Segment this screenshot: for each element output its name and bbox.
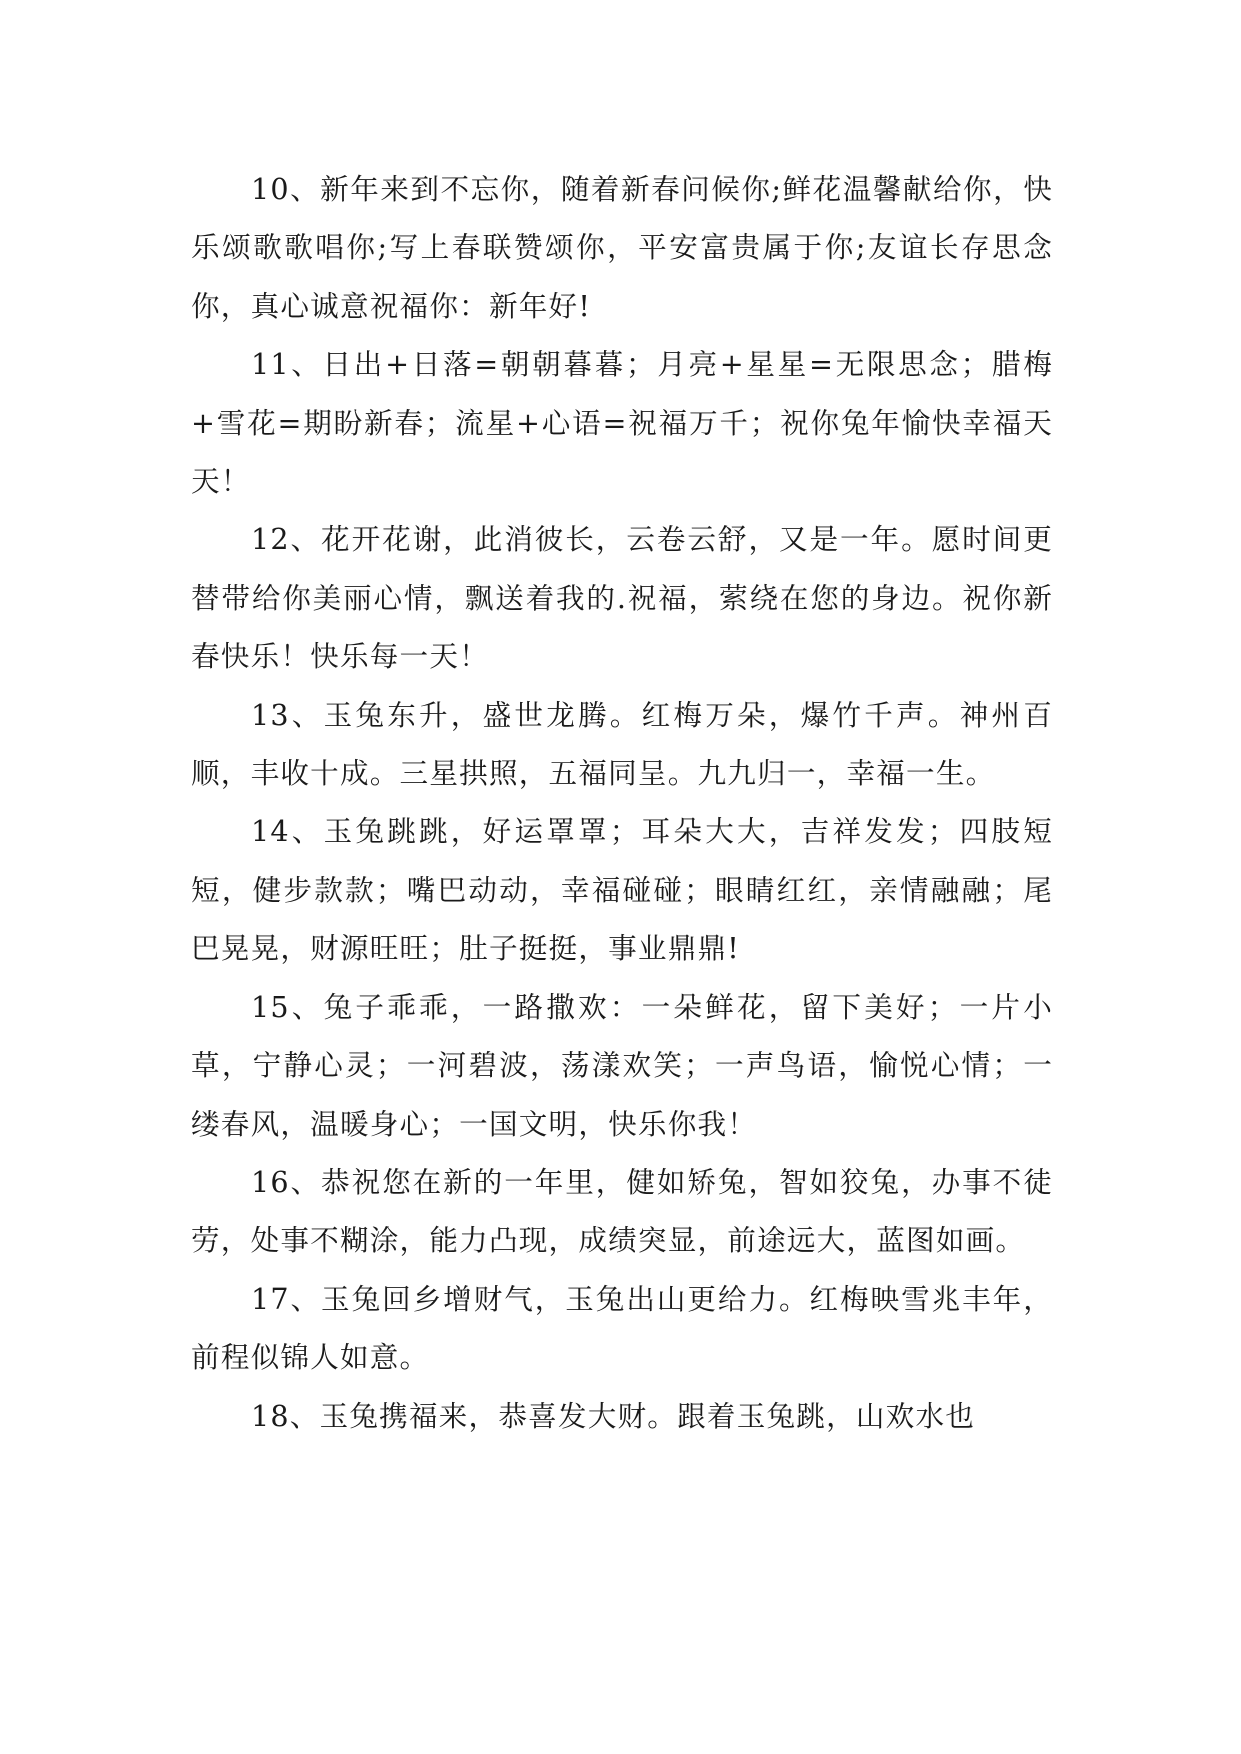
document-body [191,160,1053,1445]
paragraph-16: 16、恭祝您在新的一年里，健如矫兔，智如狡兔，办事不徒劳，处事不糊涂，能力凸现，成绩突显，前途远大，蓝图如画。 [191,1164,1053,1258]
paragraph-17: 17、玉兔回乡增财气，玉兔出山更给力。红梅映雪兆丰年，前程似锦人如意。 [191,1281,1053,1375]
paragraph-13: 13、玉兔东升，盛世龙腾。红梅万朵，爆竹千声。神州百顺，丰收十成。三星拱照，五福同呈。九九归一，幸福一生。 [191,697,1053,791]
paragraph-15: 15、兔子乖乖，一路撒欢：一朵鲜花，留下美好；一片小草，宁静心灵；一河碧波，荡漾欢笑；一声鸟语，愉悦心情；一缕春风，温暖身心；一国文明，快乐你我！ [191,989,1053,1141]
paragraph-10: 10、新年来到不忘你，随着新春问候你;鲜花温馨献给你，快乐颂歌歌唱你;写上春联赞颂你，平安富贵属于你;友谊长存思念你，真心诚意祝福你：新年好! [191,172,1053,323]
paragraph-12: 12、花开花谢，此消彼长，云卷云舒，又是一年。愿时间更替带给你美丽心情，飘送着我的.祝福，萦绕在您的身边。祝你新春快乐！快乐每一天！ [191,522,1053,674]
paragraph-18: 18、玉兔携福来，恭喜发大财。跟着玉兔跳，山欢水也 [251,1398,976,1433]
paragraph-14: 14、玉兔跳跳，好运罩罩；耳朵大大，吉祥发发；四肢短短，健步款款；嘴巴动动，幸福碰碰；眼睛红红，亲情融融；尾巴晃晃，财源旺旺；肚子挺挺，事业鼎鼎! [191,814,1053,966]
paragraph-11: 11、日出+日落=朝朝暮暮；月亮+星星=无限思念；腊梅+雪花=期盼新春；流星+心语=祝福万千；祝你兔年愉快幸福天天！ [191,347,1053,499]
